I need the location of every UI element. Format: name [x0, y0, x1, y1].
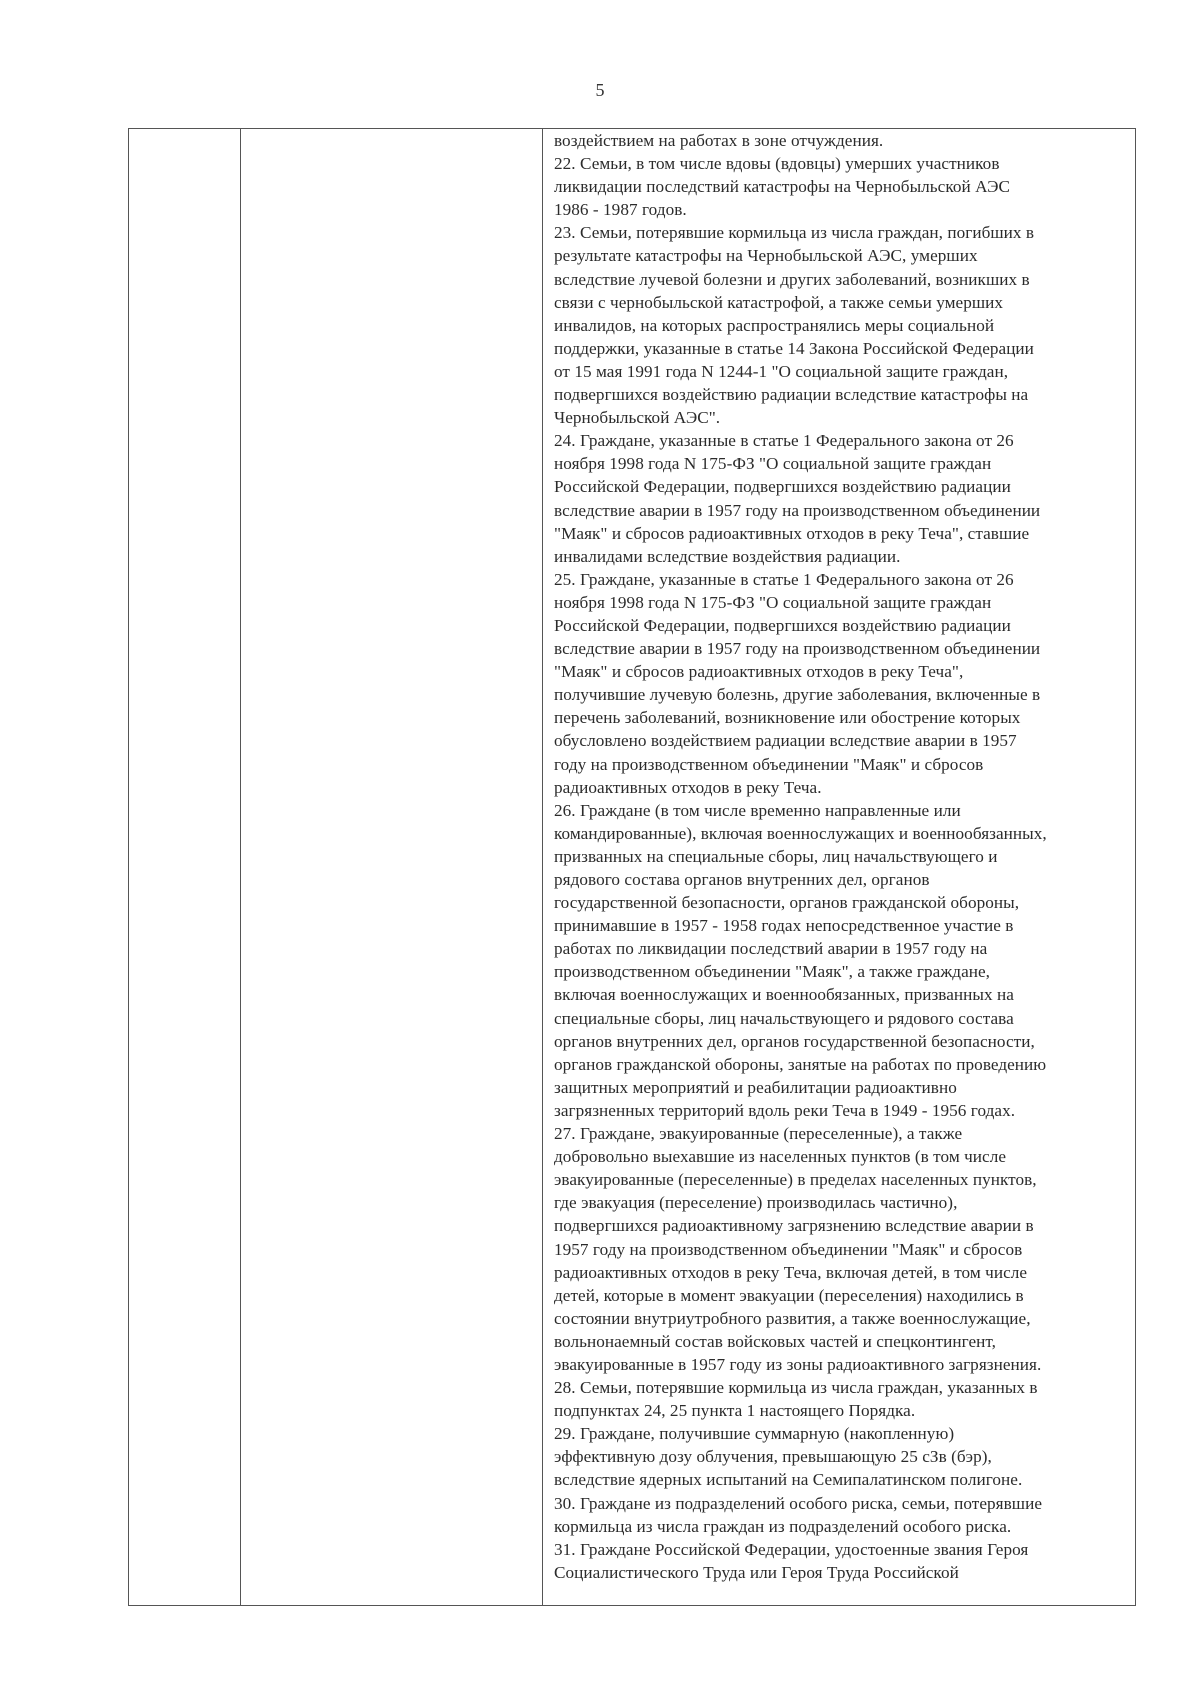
text-line: 29. Граждане, получившие суммарную (накопленную)	[554, 1424, 955, 1444]
text-line: 30. Граждане из подразделений особого риска, семьи, потерявшие	[554, 1493, 1043, 1513]
text-line: поддержки, указанные в статье 14 Закона Российской Федерации	[554, 338, 1034, 358]
text-line: инвалидами вследствие воздействия радиации.	[554, 546, 901, 566]
text-line: результате катастрофы на Чернобыльской АЭС, умерших	[554, 246, 978, 266]
text-line: загрязненных территорий вдоль реки Теча в 1949 - 1956 годах.	[554, 1100, 1016, 1120]
table-column-1	[129, 129, 241, 1605]
text-line: государственной безопасности, органов гражданской обороны,	[554, 893, 1020, 913]
text-line: специальные сборы, лиц начальствующего и рядового состава	[554, 1008, 1014, 1028]
text-line: вследствие аварии в 1957 году на производственном объединении	[554, 500, 1041, 520]
text-line: получившие лучевую болезнь, другие заболевания, включенные в	[554, 685, 1041, 705]
text-line: от 15 мая 1991 года N 1244-1 "О социальной защите граждан,	[554, 361, 1009, 381]
text-line: 1986 - 1987 годов.	[554, 200, 687, 220]
text-line: "Маяк" и сбросов радиоактивных отходов в реку Теча", ставшие	[554, 523, 1030, 543]
document-table	[128, 128, 1136, 1606]
text-line: связи с чернобыльской катастрофой, а также семьи умерших	[554, 292, 1004, 312]
text-line: ликвидации последствий катастрофы на Чернобыльской АЭС	[554, 177, 1011, 197]
text-line: вследствие лучевой болезни и других заболеваний, возникших в	[554, 269, 1030, 289]
text-line: Российской Федерации, подвергшихся воздействию радиации	[554, 615, 1011, 635]
text-line: 27. Граждане, эвакуированные (переселенные), а также	[554, 1124, 963, 1144]
text-line: рядового состава органов внутренних дел, органов	[554, 870, 930, 889]
text-line: принимавшие в 1957 - 1958 годах непосредственное участие в	[554, 916, 1014, 936]
text-line: вольнонаемный состав войсковых частей и спецконтингент,	[554, 1331, 997, 1351]
text-line: ноября 1998 года N 175-ФЗ "О социальной защите граждан	[554, 454, 992, 474]
text-line: Российской Федерации, подвергшихся воздействию радиации	[554, 477, 1011, 497]
text-line: вследствие аварии в 1957 году на производственном объединении	[554, 639, 1041, 659]
text-line: "Маяк" и сбросов радиоактивных отходов в реку Теча",	[554, 662, 964, 682]
text-line: радиоактивных отходов в реку Теча, включая детей, в том числе	[554, 1262, 1028, 1282]
text-line: перечень заболеваний, возникновение или обострение которых	[554, 708, 1021, 728]
text-line: добровольно выехавшие из населенных пунктов (в том числе	[554, 1147, 1007, 1167]
table-column-2	[241, 129, 543, 1605]
text-line: ноября 1998 года N 175-ФЗ "О социальной защите граждан	[554, 592, 992, 612]
text-line: призванных на специальные сборы, лиц начальствующего и	[554, 846, 998, 866]
text-line: подпунктах 24, 25 пункта 1 настоящего Порядка.	[554, 1401, 916, 1421]
text-line: инвалидов, на которых распространялись меры социальной	[554, 315, 995, 335]
text-line: включая военнослужащих и военнообязанных, призванных на	[554, 985, 1014, 1005]
text-line: состоянии внутриутробного развития, а также военнослужащие,	[554, 1308, 1031, 1328]
text-line: защитных мероприятий и реабилитации радиоактивно	[554, 1077, 957, 1097]
text-line: 28. Семьи, потерявшие кормильца из числа граждан, указанных в	[554, 1378, 1038, 1398]
text-line: вследствие ядерных испытаний на Семипалатинском полигоне.	[554, 1470, 1023, 1490]
text-line: 25. Граждане, указанные в статье 1 Федерального закона от 26	[554, 569, 1014, 589]
text-line: подвергшихся воздействию радиации вследствие катастрофы на	[554, 385, 1029, 405]
table-column-3	[543, 129, 1135, 1605]
text-line: органов внутренних дел, органов государственной безопасности,	[554, 1031, 1035, 1051]
text-line: эвакуированные (переселенные) в пределах населенных пунктов,	[554, 1170, 1037, 1190]
text-line: радиоактивных отходов в реку Теча.	[554, 777, 822, 797]
text-line: работах по ликвидации последствий аварии в 1957 году на	[554, 939, 988, 959]
text-line: обусловлено воздействием радиации вследствие аварии в 1957	[554, 731, 1017, 751]
text-line: кормильца из числа граждан из подразделений особого риска.	[554, 1516, 1012, 1536]
text-line: 31. Граждане Российской Федерации, удостоенные звания Героя	[554, 1539, 1029, 1559]
text-line: 23. Семьи, потерявшие кормильца из числа граждан, погибших в	[554, 223, 1035, 243]
text-line: эффективную дозу облучения, превышающую 25 сЗв (бэр),	[554, 1447, 992, 1467]
text-line: 26. Граждане (в том числе временно направленные или	[554, 800, 961, 820]
text-line: где эвакуация (переселение) производилась частично),	[554, 1193, 958, 1213]
text-line: командированные), включая военнослужащих и военнообязанных,	[554, 823, 1047, 843]
text-line: производственном объединении "Маяк", а также граждане,	[554, 962, 991, 982]
text-line: органов гражданской обороны, занятые на работах по проведению	[554, 1054, 1047, 1074]
text-line: воздействием на работах в зоне отчуждения.	[554, 131, 884, 150]
text-line: 24. Граждане, указанные в статье 1 Федерального закона от 26	[554, 431, 1014, 451]
text-line: Чернобыльской АЭС".	[554, 408, 721, 428]
page-number: 5	[595, 80, 605, 100]
text-line: подвергшихся радиоактивному загрязнению вследствие аварии в	[554, 1216, 1034, 1236]
text-line: 22. Семьи, в том числе вдовы (вдовцы) умерших участников	[554, 154, 1000, 174]
text-line: году на производственном объединении "Маяк" и сбросов	[554, 754, 984, 774]
text-line: 1957 году на производственном объединении "Маяк" и сбросов	[554, 1239, 1023, 1259]
text-line: эвакуированные в 1957 году из зоны радиоактивного загрязнения.	[554, 1354, 1042, 1374]
text-line: Социалистического Труда или Героя Труда Российской	[554, 1562, 959, 1582]
text-line: детей, которые в момент эвакуации (переселения) находились в	[554, 1285, 1024, 1305]
